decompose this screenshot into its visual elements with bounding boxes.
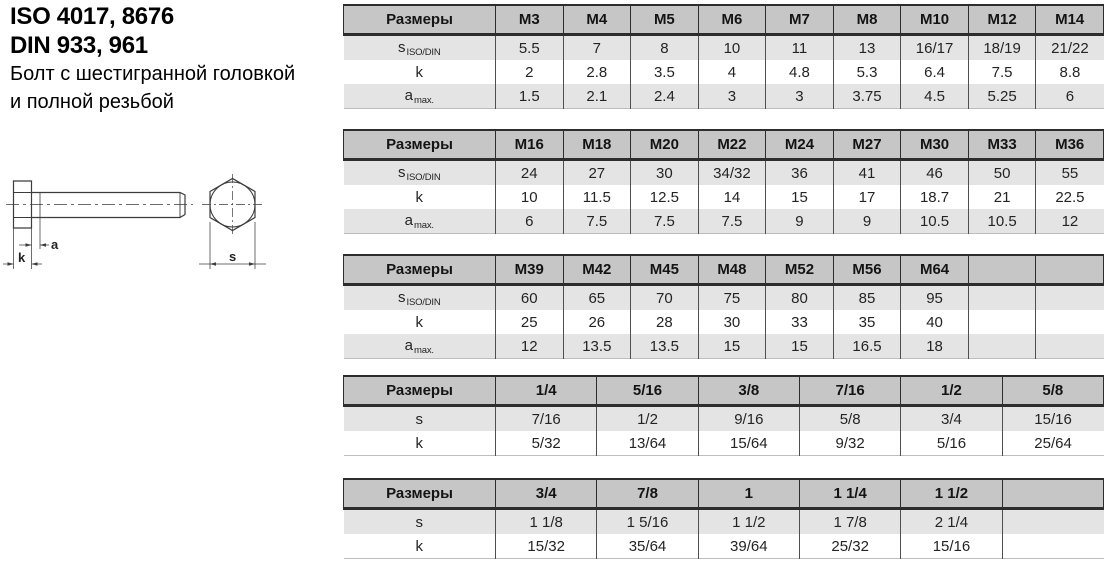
size-column-header: 1 (698, 479, 799, 509)
dimension-value-cell: 70 (631, 285, 699, 311)
dimensions-table-inch-1-4-to-5-8 (343, 375, 1104, 456)
product-description-line2: и полной резьбой (10, 91, 174, 113)
dimension-value-cell: 13 (833, 35, 901, 61)
dimension-value-cell: 75 (698, 285, 766, 311)
dimension-row-s (344, 35, 1104, 61)
row-label (344, 60, 496, 84)
dimension-row-a (344, 209, 1104, 234)
dimension-value-cell: 10.5 (968, 209, 1036, 234)
row-label-symbol: s (415, 513, 423, 531)
row-label-subscript: ISO/DIN (406, 171, 441, 183)
dimension-row-k (344, 534, 1104, 559)
dimension-value-cell: 60 (496, 285, 564, 311)
dimension-value-cell: 5/8 (799, 406, 900, 432)
dimension-value-cell: 24 (496, 160, 564, 186)
dimension-value-cell: 80 (766, 285, 834, 311)
size-column-header: M6 (698, 5, 766, 35)
row-label (344, 185, 496, 209)
dimension-value-cell: 7.5 (631, 209, 699, 234)
dimension-value-cell: 35/64 (597, 534, 698, 559)
row-label-symbol: a (404, 336, 414, 354)
row-label-symbol: k (415, 434, 423, 452)
row-label-subscript: ISO/DIN (406, 296, 441, 308)
empty-cell (968, 310, 1036, 334)
dimension-value-cell: 5/32 (496, 431, 597, 456)
size-column-header: M33 (968, 130, 1036, 160)
dimension-value-cell: 12.5 (631, 185, 699, 209)
size-column-header: M52 (766, 255, 834, 285)
dimensions-table-inch-3-4-to-1-1-2 (343, 478, 1104, 559)
dimension-value-cell: 2.1 (563, 84, 631, 109)
dimensions-table-metric-m39-m64 (343, 254, 1104, 359)
dimension-value-cell: 6 (496, 209, 564, 234)
size-column-header: M14 (1036, 5, 1104, 35)
empty-cell (968, 285, 1036, 311)
dimension-row-a (344, 334, 1104, 359)
empty-cell (968, 334, 1036, 359)
dim-s-label: s (229, 249, 237, 264)
size-column-header: M24 (766, 130, 834, 160)
dimension-value-cell: 17 (833, 185, 901, 209)
size-column-header: 7/8 (597, 479, 698, 509)
size-column-header: M27 (833, 130, 901, 160)
dimension-value-cell: 3 (766, 84, 834, 109)
row-label (344, 285, 496, 311)
dimension-value-cell: 3/4 (901, 406, 1002, 432)
size-column-header: M8 (833, 5, 901, 35)
dimension-value-cell: 1 1/8 (496, 509, 597, 535)
dimension-value-cell: 40 (901, 310, 969, 334)
dimension-value-cell: 50 (968, 160, 1036, 186)
size-column-header: M7 (766, 5, 834, 35)
row-label-symbol: k (415, 313, 423, 331)
row-label (344, 334, 496, 359)
dimensions-table-metric-m16-m36 (343, 129, 1104, 234)
row-label-symbol: s (398, 163, 406, 181)
empty-cell (1036, 285, 1104, 311)
dimension-value-cell: 33 (766, 310, 834, 334)
empty-column-header (968, 255, 1036, 285)
dimension-value-cell: 55 (1036, 160, 1104, 186)
sizes-header-cell: Размеры (344, 479, 496, 509)
dimension-value-cell: 3.5 (631, 60, 699, 84)
size-column-header: M22 (698, 130, 766, 160)
dimension-row-k (344, 60, 1104, 84)
dimension-value-cell: 26 (563, 310, 631, 334)
dimension-value-cell: 2.4 (631, 84, 699, 109)
dimension-value-cell: 4 (698, 60, 766, 84)
sizes-header-cell: Размеры (344, 130, 496, 160)
dimension-value-cell: 5/16 (901, 431, 1002, 456)
dimension-value-cell: 15 (698, 334, 766, 359)
dimension-value-cell: 15/16 (901, 534, 1002, 559)
dimension-row-s (344, 285, 1104, 311)
dimension-value-cell: 1/2 (597, 406, 698, 432)
dimension-value-cell: 1 5/16 (597, 509, 698, 535)
row-label-symbol: k (415, 537, 423, 555)
size-column-header: 1 1/2 (901, 479, 1002, 509)
dimension-value-cell: 14 (698, 185, 766, 209)
dimension-row-k (344, 431, 1104, 456)
size-column-header: M64 (901, 255, 969, 285)
dimension-value-cell: 7.5 (698, 209, 766, 234)
dimension-value-cell: 16.5 (833, 334, 901, 359)
size-column-header: M48 (698, 255, 766, 285)
dimension-value-cell: 1.5 (496, 84, 564, 109)
table-header-row (344, 376, 1104, 406)
dimension-value-cell: 41 (833, 160, 901, 186)
sizes-header-cell: Размеры (344, 376, 496, 406)
dimension-value-cell: 7 (563, 35, 631, 61)
dimension-value-cell: 5.25 (968, 84, 1036, 109)
row-label-subscript: max. (414, 219, 434, 231)
row-label-subscript: ISO/DIN (406, 46, 441, 58)
row-label (344, 406, 496, 432)
dimension-value-cell: 6 (1036, 84, 1104, 109)
dimension-value-cell: 15/64 (698, 431, 799, 456)
size-column-header: M56 (833, 255, 901, 285)
empty-column-header (1036, 255, 1104, 285)
dimension-value-cell: 6.4 (901, 60, 969, 84)
dimension-value-cell: 35 (833, 310, 901, 334)
dimension-row-s (344, 406, 1104, 432)
dimension-value-cell: 9 (833, 209, 901, 234)
table-header-row (344, 479, 1104, 509)
dimension-value-cell: 30 (631, 160, 699, 186)
dimension-value-cell: 30 (698, 310, 766, 334)
empty-cell (1002, 534, 1103, 559)
dimension-value-cell: 11.5 (563, 185, 631, 209)
dimension-value-cell: 15/16 (1002, 406, 1103, 432)
dimension-value-cell: 7.5 (968, 60, 1036, 84)
dimension-value-cell: 10 (698, 35, 766, 61)
size-column-header: 1/2 (901, 376, 1002, 406)
dimension-value-cell: 13.5 (563, 334, 631, 359)
row-label (344, 84, 496, 109)
dimension-value-cell: 16/17 (901, 35, 969, 61)
empty-cell (1036, 334, 1104, 359)
sizes-header-cell: Размеры (344, 255, 496, 285)
table-header-row (344, 255, 1104, 285)
dimensions-table-metric-m3-m14 (343, 4, 1104, 109)
dimension-value-cell: 85 (833, 285, 901, 311)
size-column-header: 5/16 (597, 376, 698, 406)
dimension-value-cell: 2 (496, 60, 564, 84)
dimension-value-cell: 39/64 (698, 534, 799, 559)
row-label-symbol: s (398, 38, 406, 56)
dimension-value-cell: 10.5 (901, 209, 969, 234)
row-label (344, 431, 496, 456)
row-label (344, 509, 496, 535)
size-column-header: 1 1/4 (799, 479, 900, 509)
dimension-value-cell: 7/16 (496, 406, 597, 432)
product-description-line1: Болт с шестигранной головкой (10, 63, 296, 85)
dimension-value-cell: 4.8 (766, 60, 834, 84)
size-column-header: M16 (496, 130, 564, 160)
dimension-row-k (344, 310, 1104, 334)
dimension-value-cell: 18/19 (968, 35, 1036, 61)
dimension-value-cell: 22.5 (1036, 185, 1104, 209)
dimension-value-cell: 9/16 (698, 406, 799, 432)
size-column-header: M39 (496, 255, 564, 285)
dimension-value-cell: 25/64 (1002, 431, 1103, 456)
size-column-header: 7/16 (799, 376, 900, 406)
dimension-value-cell: 18.7 (901, 185, 969, 209)
size-column-header: M10 (901, 5, 969, 35)
dimension-value-cell: 9/32 (799, 431, 900, 456)
dimension-row-s (344, 160, 1104, 186)
dimension-value-cell: 3.75 (833, 84, 901, 109)
size-column-header: M45 (631, 255, 699, 285)
dimension-value-cell: 15/32 (496, 534, 597, 559)
empty-cell (1002, 509, 1103, 535)
sizes-header-cell: Размеры (344, 5, 496, 35)
size-column-header: M4 (563, 5, 631, 35)
dimension-value-cell: 3 (698, 84, 766, 109)
empty-column-header (1002, 479, 1103, 509)
dimension-value-cell: 21/22 (1036, 35, 1104, 61)
dimension-value-cell: 36 (766, 160, 834, 186)
row-label-symbol: k (415, 63, 423, 81)
dimension-value-cell: 15 (766, 334, 834, 359)
size-column-header: M3 (496, 5, 564, 35)
dimension-value-cell: 7.5 (563, 209, 631, 234)
dimension-value-cell: 34/32 (698, 160, 766, 186)
dimension-value-cell: 8.8 (1036, 60, 1104, 84)
standard-din-title: DIN 933, 961 (10, 32, 148, 59)
dimension-row-k (344, 185, 1104, 209)
dimension-value-cell: 13.5 (631, 334, 699, 359)
size-column-header: M12 (968, 5, 1036, 35)
table-header-row (344, 130, 1104, 160)
dimension-value-cell: 5.5 (496, 35, 564, 61)
table-header-row (344, 5, 1104, 35)
row-label-symbol: k (415, 188, 423, 206)
dimension-value-cell: 18 (901, 334, 969, 359)
dimension-value-cell: 65 (563, 285, 631, 311)
dimension-value-cell: 10 (496, 185, 564, 209)
row-label (344, 35, 496, 61)
dimension-value-cell: 4.5 (901, 84, 969, 109)
size-column-header: M36 (1036, 130, 1104, 160)
dimension-value-cell: 25 (496, 310, 564, 334)
size-column-header: 3/8 (698, 376, 799, 406)
row-label (344, 160, 496, 186)
empty-cell (1036, 310, 1104, 334)
dimension-value-cell: 1 7/8 (799, 509, 900, 535)
dimension-value-cell: 27 (563, 160, 631, 186)
dimension-value-cell: 28 (631, 310, 699, 334)
size-column-header: M42 (563, 255, 631, 285)
row-label-symbol: s (415, 410, 423, 428)
dimension-value-cell: 95 (901, 285, 969, 311)
row-label-symbol: a (404, 86, 414, 104)
dimension-value-cell: 5.3 (833, 60, 901, 84)
dimension-value-cell: 1 1/2 (698, 509, 799, 535)
dimension-value-cell: 46 (901, 160, 969, 186)
size-column-header: M20 (631, 130, 699, 160)
dimension-value-cell: 2.8 (563, 60, 631, 84)
row-label (344, 209, 496, 234)
row-label-subscript: max. (414, 344, 434, 356)
row-label-subscript: max. (414, 94, 434, 106)
dimension-value-cell: 2 1/4 (901, 509, 1002, 535)
standard-iso-title: ISO 4017, 8676 (10, 3, 174, 30)
dimension-row-a (344, 84, 1104, 109)
dim-a-label: a (51, 237, 59, 252)
size-column-header: 1/4 (496, 376, 597, 406)
row-label-symbol: a (404, 211, 414, 229)
size-column-header: 3/4 (496, 479, 597, 509)
dimension-value-cell: 12 (1036, 209, 1104, 234)
dimension-value-cell: 15 (766, 185, 834, 209)
row-label (344, 310, 496, 334)
row-label (344, 534, 496, 559)
dimension-row-s (344, 509, 1104, 535)
dimension-value-cell: 25/32 (799, 534, 900, 559)
dimension-value-cell: 13/64 (597, 431, 698, 456)
row-label-symbol: s (398, 288, 406, 306)
dimension-value-cell: 21 (968, 185, 1036, 209)
size-column-header: 5/8 (1002, 376, 1103, 406)
dimension-value-cell: 11 (766, 35, 834, 61)
dimension-value-cell: 9 (766, 209, 834, 234)
dimension-value-cell: 8 (631, 35, 699, 61)
size-column-header: M18 (563, 130, 631, 160)
dimension-value-cell: 12 (496, 334, 564, 359)
size-column-header: M5 (631, 5, 699, 35)
size-column-header: M30 (901, 130, 969, 160)
dim-k-label: k (18, 250, 26, 265)
